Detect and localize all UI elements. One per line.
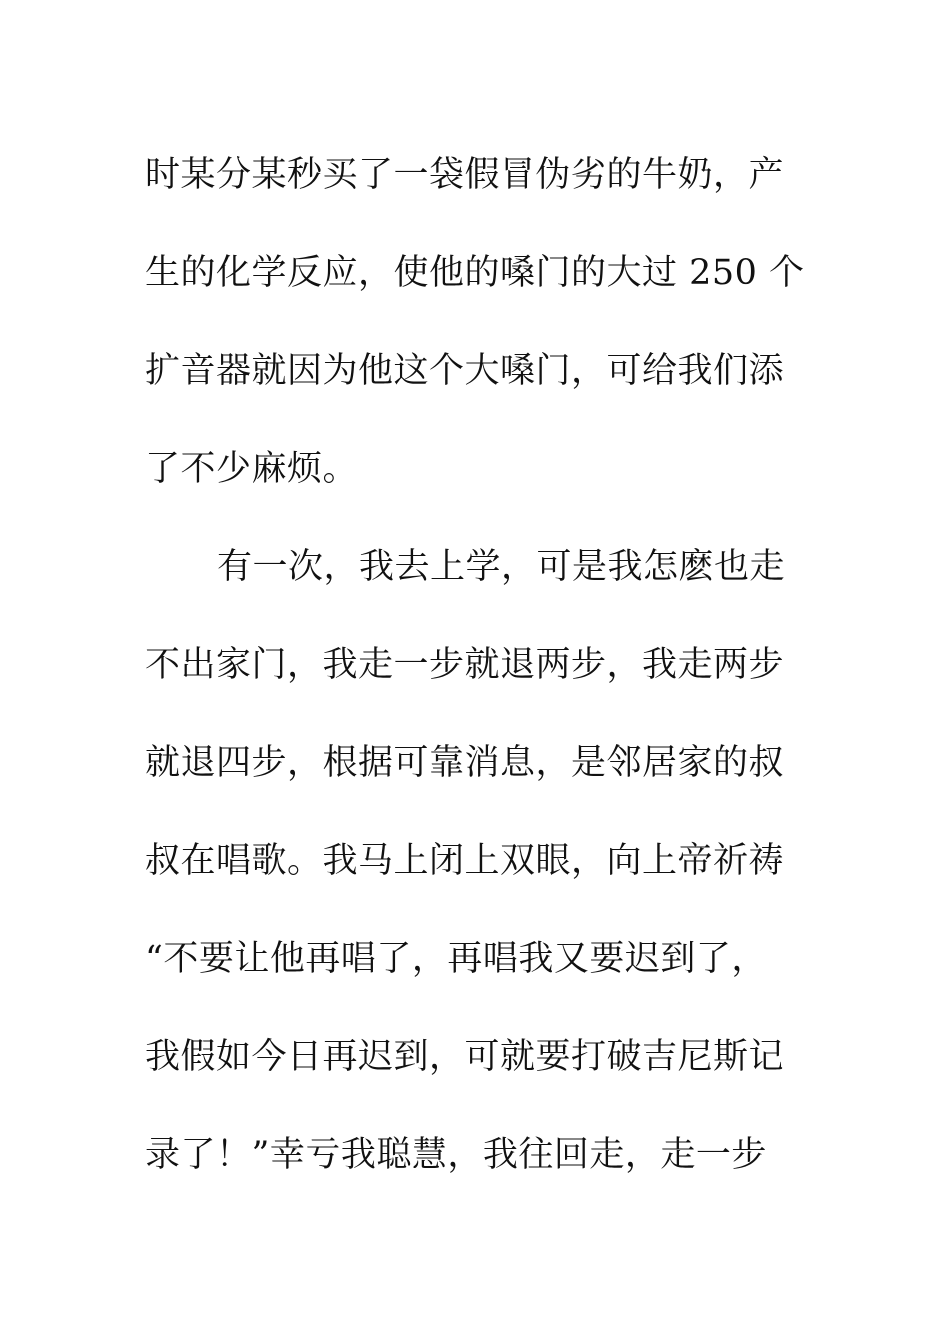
paragraph-first-line: 有一次，我去上学，可是我怎麽也走 — [217, 547, 786, 587]
text-line: 了不少麻烦。 — [145, 449, 359, 489]
text-line: 扩音器就因为他这个大嗓门，可给我们添 — [145, 351, 785, 391]
text-line: 我假如今日再迟到，可就要打破吉尼斯记 — [145, 1037, 785, 1077]
text-line: 叔在唱歌。我马上闭上双眼，向上帝祈祷 — [145, 841, 785, 881]
text-line: “不要让他再唱了，再唱我又要迟到了， — [145, 939, 767, 979]
text-line: 录了！”幸亏我聪慧，我往回走，走一步 — [145, 1135, 767, 1175]
body-text — [145, 126, 810, 1204]
text-line: 生的化学反应，使他的嗓门的大过 250 个 — [145, 253, 805, 293]
text-line: 就退四步，根据可靠消息，是邻居家的叔 — [145, 743, 785, 783]
text-line: 不出家门，我走一步就退两步，我走两步 — [145, 645, 785, 685]
text-line: 时某分某秒买了一袋假冒伪劣的牛奶，产 — [145, 155, 785, 195]
